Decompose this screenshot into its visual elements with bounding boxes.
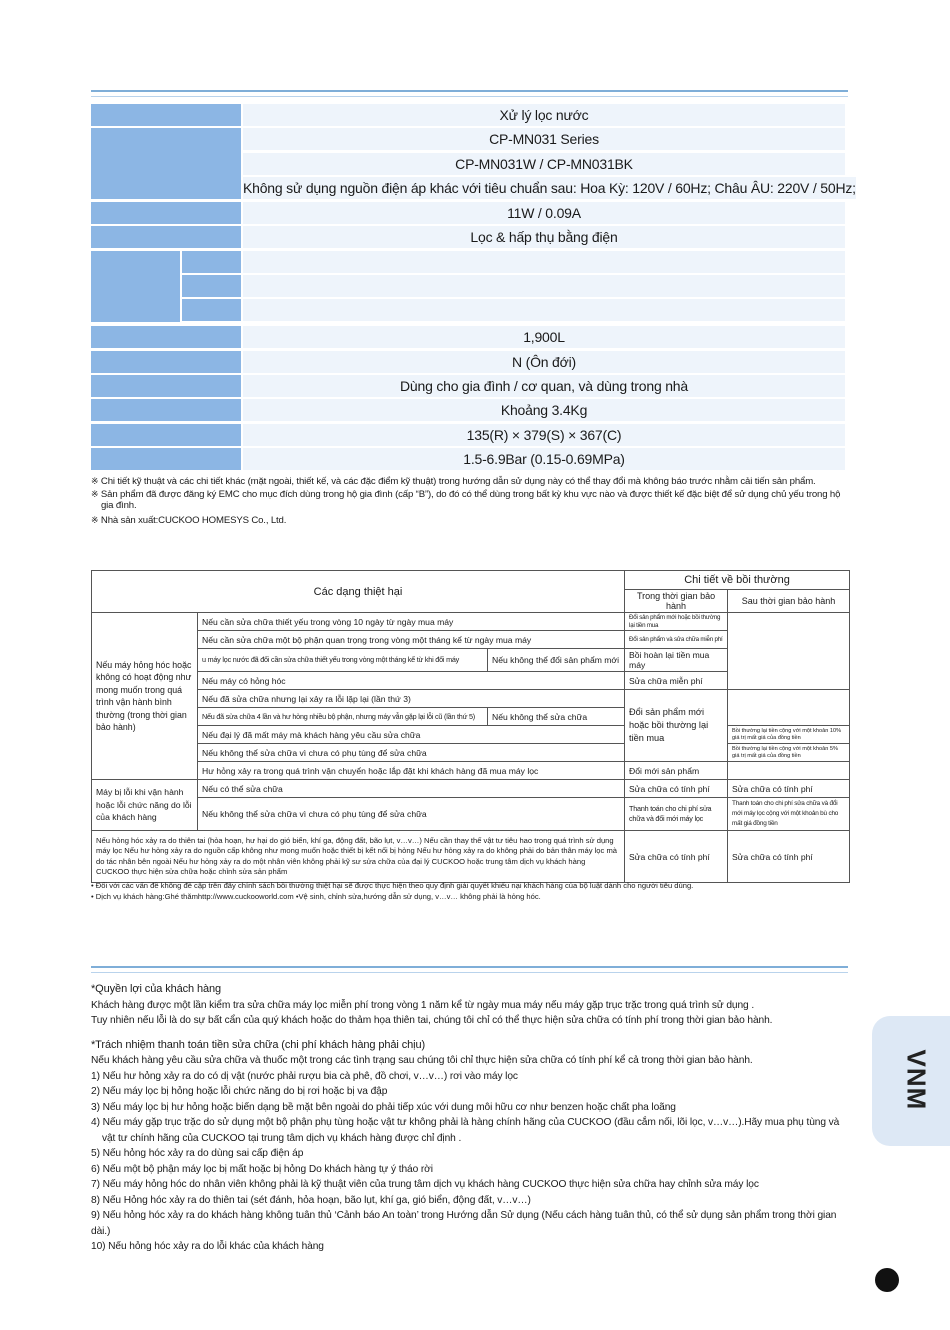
list-item: 4) Nếu máy gặp trục trặc do sử dụng một bộ phận phụ tùng hoặc vật tư không phải là hàng chính hãng của CUCKOO (đầu cắm nối, lõi lọc, v…v…).Hãy mua phụ tùng và vật tư chính hãng của CUCKOO tại trung tâm dịch vụ khách hàng được chỉ định . (91, 1117, 840, 1144)
note-item: ※ Nhà sản xuất:CUCKOO HOMESYS Co., Ltd. (91, 514, 287, 526)
spec-group-values (243, 251, 845, 324)
spec-row (91, 326, 845, 348)
rights-heading: *Quyền lợi của khách hàng (91, 983, 222, 995)
table-cell: Bồi hoàn lại tiền mua máy (625, 649, 728, 672)
spec-label (91, 128, 241, 177)
rights-paragraph: Tuy nhiên nếu lỗi là do sự bất cẩn của quý khách hoặc do thảm họa thiên tai, chúng tôi chỉ có thể thực hiện sửa chữa có tính phí trong thời gian bảo hành. (91, 1015, 773, 1026)
spec-label (91, 448, 241, 470)
table-cell (728, 762, 850, 780)
table-cell: Sửa chữa có tính phí (728, 780, 850, 798)
spec-group-sublabels (182, 251, 241, 324)
table-cell: Nếu không thể đổi sản phẩm mới (488, 649, 625, 672)
spec-row (91, 424, 845, 446)
spec-value: Không sử dụng nguồn điện áp khác với tiêu chuẩn sau: Hoa Kỳ: 120V / 60Hz; Châu ÂU: 220V / 50Hz; (243, 177, 856, 199)
note-item: ※ Chi tiết kỹ thuật và các chi tiết khác (mặt ngoài, thiết kế, và các đặc điểm kỹ thuật) trong hướng dẫn sử dụng này có thể thay đổi mà không báo trước nhằm cải tiến sản phẩm. (91, 476, 816, 487)
spec-label (91, 375, 241, 397)
spec-group (91, 251, 845, 324)
spec-label (91, 104, 241, 126)
header-damage: Các dạng thiệt hại (92, 571, 625, 613)
table-cell: Sửa chữa miễn phí (625, 672, 728, 690)
table-cell: Đổi sản phẩm và sửa chữa miễn phí (625, 631, 728, 649)
table-row: Nếu cần sửa chữa một bộ phận quan trọng trong vòng một tháng kể từ ngày mua máy (198, 631, 625, 649)
spec-row (91, 226, 845, 248)
spec-value: 1.5-6.9Bar (0.15-0.69MPa) (243, 448, 845, 470)
table-row: Nếu có thể sửa chữa (198, 780, 625, 798)
note-marker: ※ (91, 514, 99, 525)
table-cell: Sửa chữa có tính phí (728, 831, 850, 883)
table-row: u máy lọc nước đã đổi cần sửa chữa thiết yếu trong vòng một tháng kể từ khi đổi máy (198, 649, 488, 672)
spec-label (91, 424, 241, 446)
table-note: • Dịch vụ khách hàng:Ghé thămhttp://www.cuckooworld.com •Vệ sinh, chỉnh sửa,hướng dẫn sử dụng, v…v… không phải là hỏng hóc. (91, 891, 541, 901)
spec-value: 1,900L (243, 326, 845, 348)
table-row: Nếu không thể sửa chữa vì chưa có phụ tùng để sửa chữa (198, 798, 625, 831)
language-tab (872, 1016, 950, 1146)
spec-value: Lọc & hấp thụ bằng điện (243, 226, 845, 248)
spec-notes (91, 476, 851, 527)
language-label: VNM (901, 1049, 932, 1111)
table-row: Nếu cần sửa chữa thiết yếu trong vòng 10 ngày từ ngày mua máy (198, 613, 625, 631)
table-cell: Đổi sản phẩm mới hoặc bồi thường lại tiền mua (625, 613, 728, 631)
group1-label: Nếu máy hỏng hóc hoặc không có hoạt động như mong muốn trong quá trình vận hành bình thường (trong thời gian bảo hành) (92, 613, 198, 780)
spec-value: Xử lý lọc nước (243, 104, 845, 126)
spec-value: CP-MN031W / CP-MN031BK (243, 153, 845, 175)
spec-group-label (91, 251, 180, 322)
list-item: 2) Nếu máy lọc bị hỏng hoặc lỗi chức năng do bị rơi hoặc bị va đập (91, 1086, 388, 1097)
header-in-warranty: Trong thời gian bảo hành (625, 590, 728, 613)
header-detail: Chi tiết về bồi thường (625, 571, 850, 590)
table-cell (728, 690, 850, 726)
table-row: Nếu không thể sửa chữa vì chưa có phụ tùng để sửa chữa (198, 744, 625, 762)
list-item: 6) Nếu một bộ phận máy lọc bị mất hoặc bị hỏng Do khách hàng tự ý tháo rời (91, 1163, 433, 1175)
spec-row (91, 351, 845, 373)
page-marker-dot (875, 1268, 899, 1292)
table-cell (728, 613, 850, 690)
table-cell: Nếu không thể sửa chữa (488, 708, 625, 726)
list-item: 9) Nếu hỏng hóc xảy ra do khách hàng không tuân thủ ‘Cảnh báo An toàn’ trong Hướng dẫn Sử dụng (Nếu cách hàng tuân thủ, có thể sử dụng sản phẩm trong thời gian dài.) (91, 1210, 837, 1237)
spec-label (91, 202, 241, 224)
note-marker: ※ (91, 476, 99, 486)
list-item: 7) Nếu máy hỏng hóc do nhân viên không phải là kỹ thuật viên của trung tâm dịch vụ khách hàng CUCKOO thực hiện sửa chữa hay chỉnh sửa máy lọc (91, 1179, 759, 1190)
liability-heading: *Trách nhiệm thanh toán tiền sửa chữa (chi phí khách hàng phải chịu) (91, 1038, 426, 1051)
liability-intro: Nếu khách hàng yêu cầu sửa chữa và thuốc một trong các tình trạng sau chúng tôi chỉ thực hiện sửa chữa có tính phí kể cả trong thời gian bảo hành. (91, 1055, 753, 1066)
table-cell: Thanh toán cho chi phí sửa chữa và đổi mới máy lọc cộng với một khoản bù cho mất giá đồng tiền (728, 798, 850, 831)
table-cell: Sửa chữa có tính phí (625, 780, 728, 798)
spec-label (91, 177, 241, 199)
list-item: 5) Nếu hỏng hóc xảy ra do dùng sai cấp điện áp (91, 1148, 304, 1159)
spec-label (91, 326, 241, 348)
spec-row (91, 375, 845, 397)
top-rule (91, 90, 848, 97)
spec-row (91, 177, 856, 199)
warranty-text (91, 982, 851, 1255)
mid-rule (91, 966, 848, 973)
table-row: Nếu đã sửa chữa 4 lần và hư hỏng nhiều bộ phận, nhưng máy vẫn gặp lại lỗi cũ (lần thứ 5) (198, 708, 488, 726)
spec-label (91, 351, 241, 373)
header-after-warranty: Sau thời gian bảo hành (728, 590, 850, 613)
table-cell: Thanh toán cho chi phí sửa chữa và đổi mới máy lọc (625, 798, 728, 831)
table-cell: Bồi thường lại tiền cộng với một khoản 10% giá trị mất giá của đồng tiền (728, 726, 850, 744)
spec-value: Khoảng 3.4Kg (243, 399, 845, 421)
spec-value: 11W / 0.09A (243, 202, 845, 224)
spec-value: 135(R) × 379(S) × 367(C) (243, 424, 845, 446)
spec-table (91, 104, 856, 472)
table-row: Nếu máy có hỏng hóc (198, 672, 625, 690)
table-cell: Bồi thường lại tiền cộng với một khoản 5% giá trị mất giá của đồng tiền (728, 744, 850, 762)
group2-label: Máy bị lỗi khi vận hành hoặc lỗi chức năng do lỗi của khách hàng (92, 780, 198, 831)
spec-row (91, 448, 845, 470)
spec-label (91, 226, 241, 248)
spec-value: CP-MN031 Series (243, 128, 845, 150)
list-item: 1) Nếu hư hỏng xảy ra do có dị vật (nước phải rượu bia cà phê, đồ chơi, v…v…) rơi vào máy lọc (91, 1070, 518, 1082)
note-marker: ※ (91, 488, 99, 499)
note-item: ※ Sản phẩm đã được đăng ký EMC cho mục đích dùng trong hộ gia đình (cấp “B”), do đó có thể dùng trong bất kỳ khu vực nào và được thiết kế đặc biệt để sử dụng chủ yếu trong hộ gia đình. (91, 488, 841, 511)
list-item: 10) Nếu hỏng hóc xảy ra do lỗi khác của khách hàng (91, 1241, 324, 1252)
compensation-table (91, 570, 850, 883)
table-cell: Đổi mới sản phẩm (625, 762, 728, 780)
spec-row (91, 128, 845, 172)
spec-row (91, 202, 845, 224)
spec-row (91, 399, 845, 421)
list-item: 3) Nếu máy lọc bị hư hỏng hoặc biến dạng bề mặt bên ngoài do phải tiếp xúc với dung môi hữu cơ như benzen hoặc chất pha loãng (91, 1101, 676, 1113)
table-cell: Đổi sản phẩm mới hoặc bồi thường lại tiền mua (625, 690, 728, 762)
table-row: Hư hỏng xảy ra trong quá trình vận chuyển hoặc lắp đặt khi khách hàng đã mua máy lọc (198, 762, 625, 780)
spec-row (91, 104, 845, 126)
table-row: Nếu đã sửa chữa nhưng lại xảy ra lỗi lặp lại (lần thứ 3) (198, 690, 625, 708)
rights-paragraph: Khách hàng được một lần kiểm tra sửa chữa máy lọc miễn phí trong vòng 1 năm kể từ ngày mua máy nếu máy gặp trục trặc trong quá trình sử dụng . (91, 999, 755, 1011)
table-cell: Sửa chữa có tính phí (625, 831, 728, 883)
table-row: Nếu đại lý đã mất máy mà khách hàng yêu cầu sửa chữa (198, 726, 625, 744)
spec-value: N (Ôn đới) (243, 351, 845, 373)
spec-value: Dùng cho gia đình / cơ quan, và dùng trong nhà (243, 375, 845, 397)
spec-label (91, 399, 241, 421)
list-item: 8) Nếu Hỏng hóc xảy ra do thiên tai (sét đánh, hỏa hoạn, bão lụt, khí ga, gió biển, động đất, v…v…) (91, 1194, 531, 1206)
table-notes (91, 881, 851, 902)
table-note: • Đối với các vấn đề không đề cập trên đây chính sách bồi thường thiệt hại sẽ được thực hiện theo quy định giải quyết khiếu nại khách hàng của bộ luật dành cho người tiêu dùng. (91, 881, 694, 890)
table-row: Nếu hỏng hóc xảy ra do thiên tai (hỏa hoạn, hư hại do gió biển, khí ga, động đất, bão lụt, v…v…) Nếu cần thay thế vật tư tiêu hao trong quá trình sử dụng máy lọc Nếu hư hỏng xảy ra do nguồn cấp không như mong muốn hoặc thiết bị kết nối bị hỏng Nếu hư hỏng xảy ra do không phải do bản thân máy lọc mà do tác nhân bên ngoài Nếu hư hỏng xảy ra do một nhân viên không phải kỹ sư sửa chữa của đại lý CUCKOO hoặc trung tâm dịch vụ khách hàng CUCKOO thực hiện sửa chữa hoặc chỉnh sửa sản phẩm (92, 831, 625, 883)
